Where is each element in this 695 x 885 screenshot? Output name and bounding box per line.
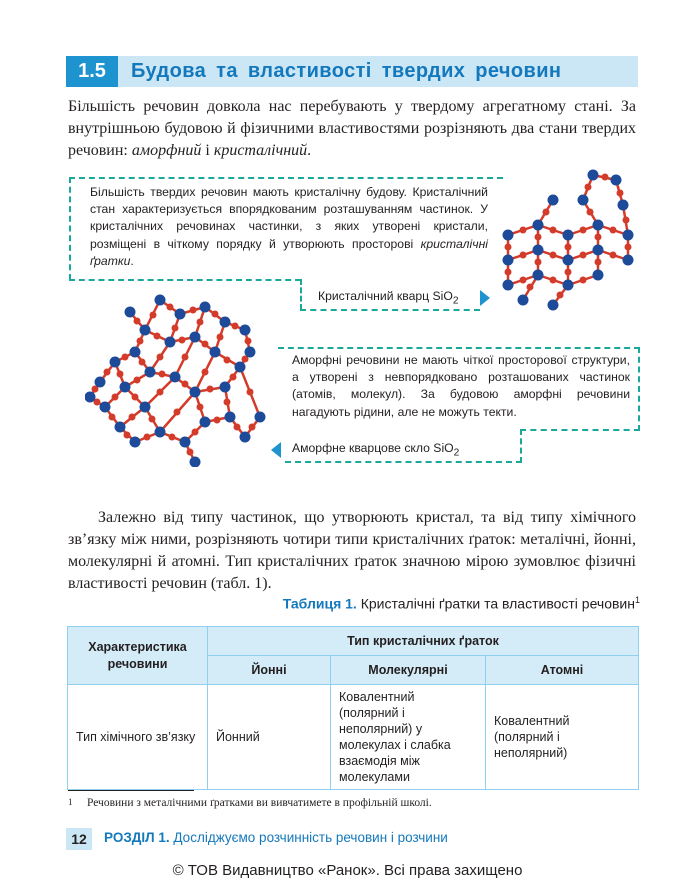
lattice-properties-table [67, 626, 639, 790]
lattice-types-paragraph: Залежно від типу частинок, що утворюють кристал, та від типу хімічного зв’язку між ними, розрізняють чотири типи кристалічних ґраток: металічні, йонні, молекулярні й атомні. Тип кристалічних ґраток значною мірою зумовлює фізичні властивості речовин (табл. 1). [68, 509, 636, 592]
table-label: Таблиця 1. [282, 595, 357, 612]
section-number: 1.5 [66, 56, 118, 87]
amorphous-frame-right [638, 347, 640, 431]
crystal-info-text: Більшість твердих речовин мають кристалічну будову. Кристалічний стан характеризується впорядкованим розташуванням частинок. У кристалічних речовинах частинки, з яких утворені кристали, розміщені в чіткому порядку й утворюють просторові кристалічні ґратки. [90, 185, 488, 268]
amorphous-frame-step [520, 429, 640, 431]
term-amorphous: аморфний [131, 142, 202, 159]
footnote-divider [68, 790, 194, 791]
amorphous-frame-step-down [520, 429, 522, 463]
table-caption: Таблиця 1. Кристалічні ґратки та властивості речовин$^1$ [282, 595, 640, 612]
term-crystal-lattice: кристалічні ґратки [90, 236, 488, 268]
term-crystalline: кристалічний [213, 142, 308, 159]
arrow-right-icon [480, 290, 490, 306]
copyright-notice: © ТОВ Видавництво «Ранок». Всі права захищено [172, 862, 523, 879]
cell-molecular: Ковалентний (полярний і неполярний) у молекулах і слабка взаємодія між молекулами [331, 685, 486, 790]
crystal-frame-caption-line [300, 309, 480, 311]
crystal-quartz-illustration [498, 165, 638, 315]
row-label: Тип хімічного зв’язку [68, 685, 208, 790]
amorphous-glass-illustration [85, 292, 275, 467]
crystal-frame-step [300, 279, 302, 310]
amorphous-glass-caption: Аморфне кварцове скло SiO$_2$ [292, 441, 460, 459]
amorphous-frame-top [278, 347, 640, 349]
page-number: 12 [66, 828, 92, 850]
footnote-number: 1 [68, 797, 73, 807]
cell-atomic: Ковалентний (полярний і неполярний) [486, 685, 639, 790]
header-ionic: Йонні [208, 656, 331, 685]
amorphous-info-text: Аморфні речовини не мають чіткої просторової структури, а утворені з невпорядковано розташованих частинок (атомів, молекул). За будовою аморфні речовини нагадують рідини, але не можуть текти. [292, 353, 630, 419]
footnote-text: Речовини з металічними ґратками ви вивчатимете в профільній школі. [87, 797, 432, 809]
crystal-quartz-caption: Кристалічний кварц SiO$_2$ [318, 289, 459, 307]
footnote-ref: 1 [634, 595, 640, 605]
cell-ionic: Йонний [208, 685, 331, 790]
chapter-title: РОЗДІЛ 1. Досліджуємо розчинність речовин і розчини [104, 830, 448, 845]
header-atomic: Атомні [486, 656, 639, 685]
amorphous-frame-bottom [285, 461, 522, 463]
header-characteristic: Характеристика речовини [68, 627, 208, 685]
arrow-left-icon [271, 442, 281, 458]
header-molecular: Молекулярні [331, 656, 486, 685]
header-lattice-type: Тип кристалічних ґраток [208, 627, 639, 656]
intro-paragraph: Більшість речовин довкола нас перебувають у твердому агрегатному стані. За внутрішньою будовою й фізичними властивостями розрізняють два стани твердих речовин: аморфний і кристалічний. [68, 98, 636, 159]
crystal-frame-bottom [69, 279, 301, 281]
section-title: Будова та властивості твердих речовин [131, 60, 562, 82]
intro-text: Більшість речовин довкола нас перебувають у твердому агрегатному стані. За внутрішньою будовою й фізичними властивостями розрізняють два стани твердих речовин: [68, 98, 636, 159]
table-row [68, 685, 639, 790]
